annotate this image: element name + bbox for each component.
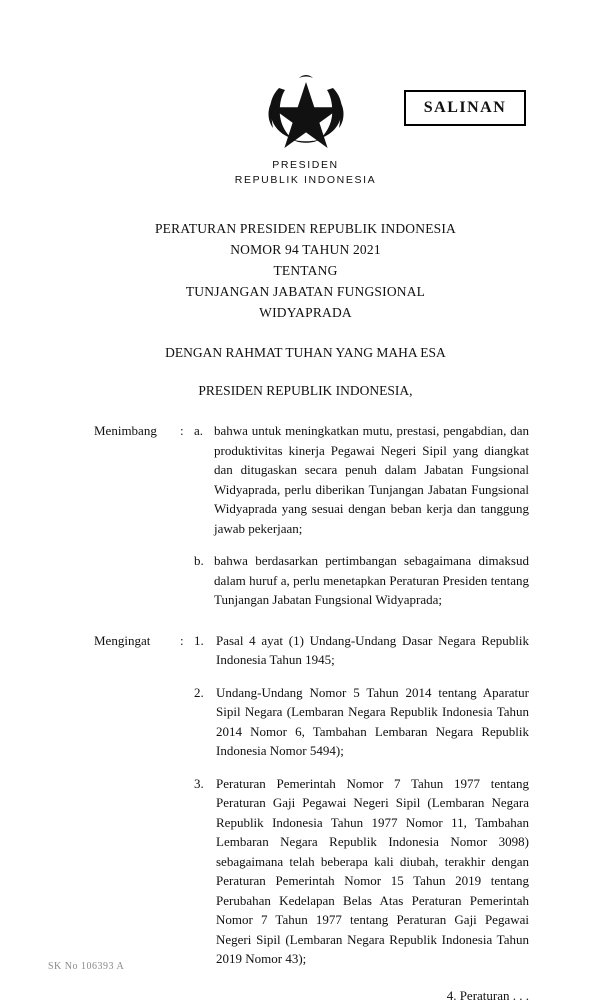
title-line-4: TUNJANGAN JABATAN FUNGSIONAL: [185, 284, 426, 299]
menimbang-label: Menimbang: [94, 423, 157, 438]
presiden-line-1: PRESIDEN: [272, 159, 339, 171]
item-marker: 3.: [194, 775, 204, 791]
menimbang-colon: :: [180, 423, 184, 438]
item-text: Undang-Undang Nomor 5 Tahun 2014 tentang Aparatur Sipil Negara (Lembaran Negara Republik Indonesia Tahun 2014 Nomor 6, Tambahan Lembaran Negara Republik Indonesia Nomor 5494);: [216, 684, 529, 758]
document-title-block: [0, 218, 611, 323]
salinan-label: SALINAN: [423, 99, 507, 116]
list-item: [194, 774, 529, 969]
item-marker: 1.: [194, 632, 204, 648]
rahmat-line: DENGAN RAHMAT TUHAN YANG MAHA ESA: [165, 345, 446, 360]
salinan-stamp: [404, 90, 526, 126]
header-emblem-row: [0, 70, 611, 150]
item-marker: 2.: [194, 684, 204, 700]
title-line-1: PERATURAN PRESIDEN REPUBLIK INDONESIA: [154, 221, 457, 236]
item-marker: a.: [194, 423, 204, 438]
list-item: [194, 631, 529, 670]
continuation-note: 4. Peraturan . . .: [446, 987, 529, 1003]
mengingat-colon: :: [180, 632, 184, 648]
presiden-line-2: REPUBLIK INDONESIA: [234, 174, 377, 186]
list-item: [194, 683, 529, 761]
item-marker: b.: [194, 553, 204, 568]
title-line-3: TENTANG: [273, 263, 338, 278]
title-line-2: NOMOR 94 TAHUN 2021: [230, 242, 381, 257]
document-body: [0, 421, 611, 972]
title-line-5: WIDYAPRADA: [259, 305, 352, 320]
footer-document-code: SK No 106393 A: [48, 961, 125, 972]
list-item: [194, 551, 529, 610]
garuda-star-emblem: [261, 70, 351, 148]
menimbang-clause: [94, 421, 529, 613]
presiden-heading: [0, 158, 611, 188]
item-text: bahwa berdasarkan pertimbangan sebagaimana dimaksud dalam huruf a, perlu menetapkan Peraturan Presiden tentang Tunjangan Jabatan Fungsional Widyaprada;: [214, 553, 529, 607]
list-item: [194, 421, 529, 538]
president-line: PRESIDEN REPUBLIK INDONESIA,: [198, 383, 413, 398]
mengingat-label: Mengingat: [94, 632, 151, 648]
mengingat-clause: [94, 631, 529, 972]
mengingat-items: [194, 631, 529, 972]
menimbang-items: [194, 421, 529, 613]
item-text: bahwa untuk meningkatkan mutu, prestasi, pengabdian, dan produktivitas kinerja Pegawai Negeri Sipil yang diangkat dan ditugaskan secara penuh dalam Jabatan Fungsional Widyaprada, perlu diberikan Tunjangan Jabatan Fungsional Widyaprada yang sesuai dengan beban kerja dan tanggung jawab pekerjaan;: [214, 423, 529, 536]
item-text: Peraturan Pemerintah Nomor 7 Tahun 1977 tentang Peraturan Gaji Pegawai Negeri Sipil (Lembaran Negara Republik Indonesia Tahun 1977 Nomor 11, Tambahan Lembaran Negara Republik Indonesia Nomor 3098) sebagaimana telah beberapa kali diubah, terakhir dengan Peraturan Pemerintah Nomor 15 Tahun 2019 tentang Perubahan Kedelapan Belas Atas Peraturan Pemerintah Nomor 7 Tahun 1977 tentang Peraturan Gaji Pegawai Negeri Sipil (Lembaran Negara Republik Indonesia Tahun 2019 Nomor 43);: [216, 775, 529, 966]
document-page: [0, 70, 611, 1008]
item-text: Pasal 4 ayat (1) Undang-Undang Dasar Negara Republik Indonesia Tahun 1945;: [216, 632, 529, 667]
